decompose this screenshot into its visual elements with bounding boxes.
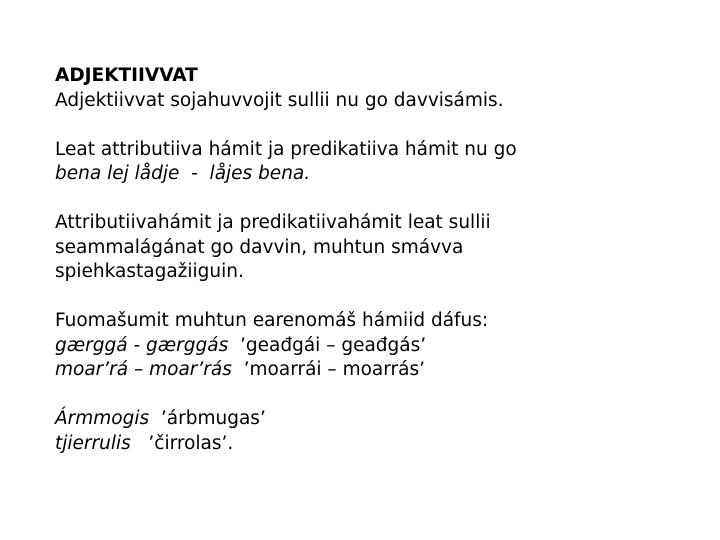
para2-line1: Leat attributiiva hámit ja predikatiiva hámit nu go xyxy=(55,138,517,160)
slide-title: ADJEKTIIVVAT xyxy=(55,65,198,86)
para3-line3: spiehkastagažiiguin. xyxy=(55,261,244,282)
para4-line1: Fuomašumit muhtun earenomáš hámiid dáfus: xyxy=(55,310,489,331)
para4-example2 xyxy=(55,358,695,383)
para5-example2 xyxy=(55,432,695,457)
paragraph-gap xyxy=(55,285,695,310)
example-word: tjierrulis xyxy=(55,432,131,454)
example-gloss: ’čirrolas’. xyxy=(130,432,234,454)
example-gloss: ’geađgái – geađgás’ xyxy=(228,334,427,356)
example-gloss: ’moarrái – moarrás’ xyxy=(231,359,425,380)
slide-content xyxy=(55,64,695,456)
paragraph-gap xyxy=(55,187,695,212)
para3-line1: Attributiivahámit ja predikatiivahámit leat sullii xyxy=(55,212,491,233)
para2-example: bena lej lådje - låjes bena. xyxy=(55,163,311,184)
intro-text: Adjektiivvat sojahuvvojit sullii nu go davvisámis. xyxy=(55,89,504,111)
example-word: Ármmogis xyxy=(55,408,150,429)
para3-line2: seammalágánat go davvin, muhtun smávva xyxy=(55,236,464,258)
example-gloss: ’árbmugas’ xyxy=(149,408,266,429)
para4-example1 xyxy=(55,334,695,359)
example-word: moar’rá – moar’rás xyxy=(55,359,232,380)
example-word: gærggá - gærggás xyxy=(55,334,229,356)
para5-example1 xyxy=(55,407,695,432)
paragraph-gap xyxy=(55,383,695,408)
paragraph-gap xyxy=(55,113,695,138)
